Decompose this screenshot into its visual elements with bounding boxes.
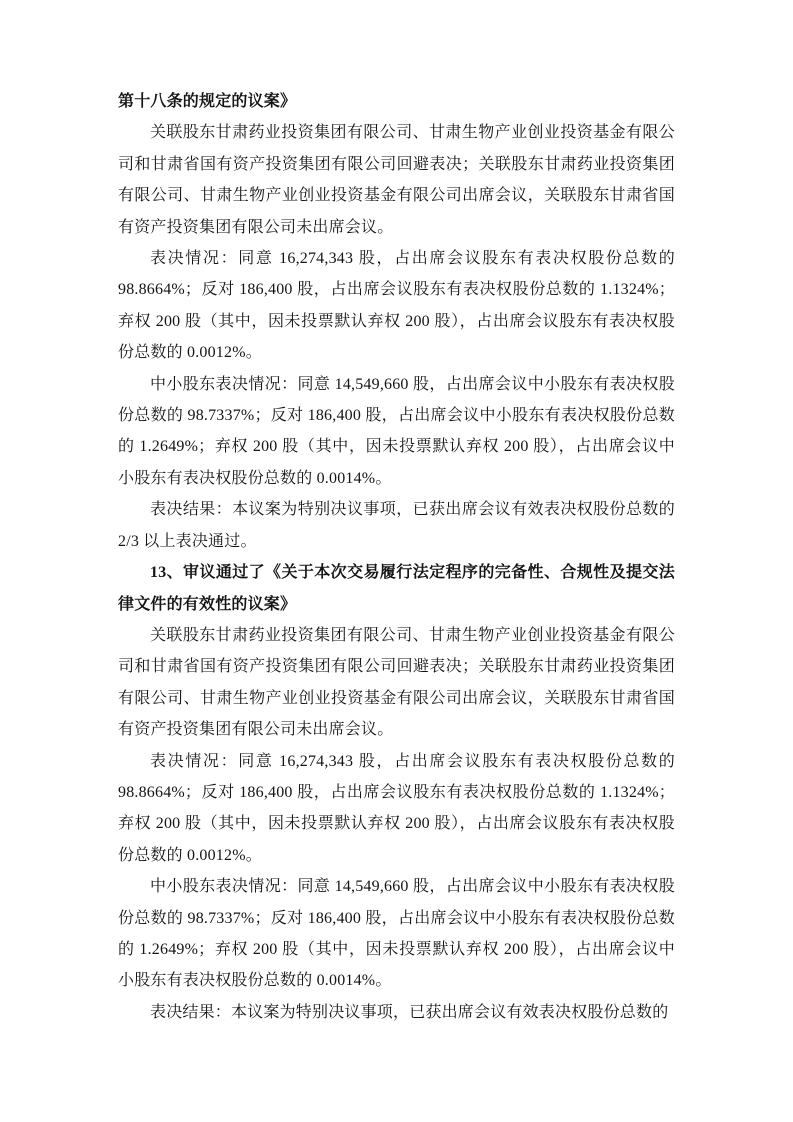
body-paragraph-voting-results: 表决情况：同意 16,274,343 股，占出席会议股东有表决权股份总数的 98.8664%；反对 186,400 股，占出席会议股东有表决权股份总数的 1.1324%；弃权 200 股（其中，因未投票默认弃权 200 股），占出席会议股东有表决权股份总数的 0.0012%。 (118, 752, 675, 864)
body-paragraph-voting-results: 表决情况：同意 16,274,343 股，占出席会议股东有表决权股份总数的 98.8664%；反对 186,400 股，占出席会议股东有表决权股份总数的 1.1324%；弃权 200 股（其中，因未投票默认弃权 200 股），占出席会议股东有表决权股份总数的 0.0012%。 (118, 250, 675, 362)
section-heading-item-13: 13、审议通过了《关于本次交易履行法定程序的完备性、合规性及提交法律文件的有效性的议案》 (118, 564, 675, 613)
body-paragraph-related-shareholders: 关联股东甘肃药业投资集团有限公司、甘肃生物产业创业投资基金有限公司和甘肃省国有资产投资集团有限公司回避表决；关联股东甘肃药业投资集团有限公司、甘肃生物产业创业投资基金有限公司出席会议，关联股东甘肃省国有资产投资集团有限公司未出席会议。 (118, 124, 675, 236)
body-paragraph-resolution-outcome-truncated: 表决结果：本议案为特别决议事项，已获出席会议有效表决权股份总数的 (150, 1003, 669, 1021)
section-heading-continuation: 第十八条的规定的议案》 (118, 93, 297, 110)
body-paragraph-minority-voting-results: 中小股东表决情况：同意 14,549,660 股，占出席会议中小股东有表决权股份总数的 98.7337%；反对 186,400 股，占出席会议中小股东有表决权股份总数的 1.2649%；弃权 200 股（其中，因未投票默认弃权 200 股），占出席会议中小股东有表决权股份总数的 0.0014%。 (118, 375, 675, 487)
body-paragraph-resolution-outcome: 表决结果：本议案为特别决议事项，已获出席会议有效表决权股份总数的 2/3 以上表决通过。 (118, 501, 675, 550)
body-paragraph-minority-voting-results: 中小股东表决情况：同意 14,549,660 股，占出席会议中小股东有表决权股份总数的 98.7337%；反对 186,400 股，占出席会议中小股东有表决权股份总数的 1.2649%；弃权 200 股（其中，因未投票默认弃权 200 股），占出席会议中小股东有表决权股份总数的 0.0014%。 (118, 878, 675, 990)
document-body (118, 86, 675, 1028)
body-paragraph-related-shareholders: 关联股东甘肃药业投资集团有限公司、甘肃生物产业创业投资基金有限公司和甘肃省国有资产投资集团有限公司回避表决；关联股东甘肃药业投资集团有限公司、甘肃生物产业创业投资基金有限公司出席会议，关联股东甘肃省国有资产投资集团有限公司未出席会议。 (118, 626, 675, 739)
